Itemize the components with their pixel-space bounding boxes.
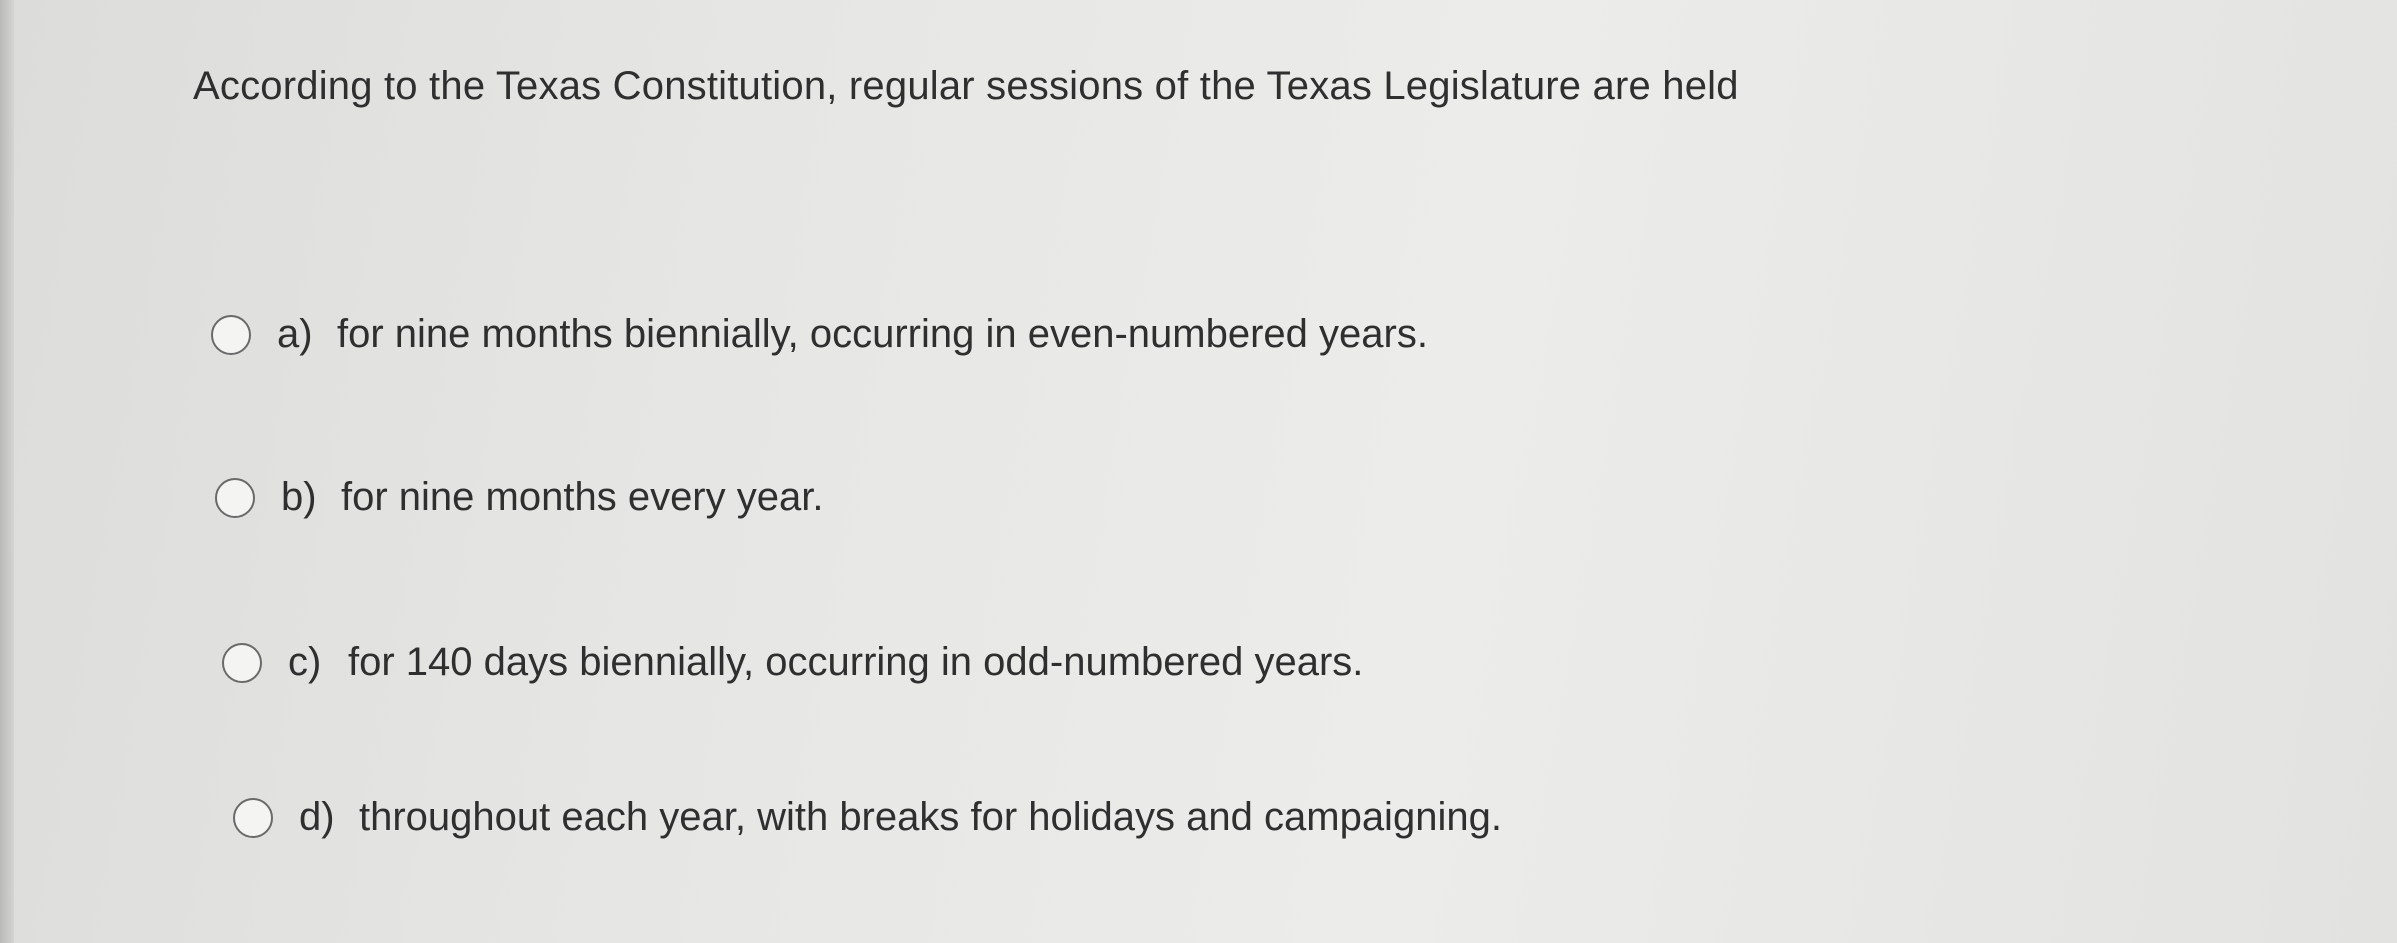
radio-button-c[interactable] — [222, 643, 262, 683]
option-letter-d: d) — [299, 795, 335, 839]
option-label-d[interactable]: throughout each year, with breaks for holidays and campaigning. — [359, 795, 1502, 839]
option-letter-c: c) — [288, 640, 322, 684]
option-c[interactable] — [222, 640, 1363, 685]
radio-button-d[interactable] — [233, 798, 273, 838]
option-b[interactable] — [215, 475, 823, 520]
option-a[interactable] — [211, 312, 1428, 357]
option-letter-a: a) — [277, 312, 313, 356]
radio-button-b[interactable] — [215, 478, 255, 518]
question-prompt: According to the Texas Constitution, regular sessions of the Texas Legislature are held — [193, 64, 1739, 108]
option-d[interactable] — [233, 795, 1502, 840]
option-letter-b: b) — [281, 475, 317, 519]
option-label-c[interactable]: for 140 days biennially, occurring in odd-numbered years. — [348, 640, 1364, 684]
option-label-b[interactable]: for nine months every year. — [341, 475, 824, 519]
option-label-a[interactable]: for nine months biennially, occurring in even-numbered years. — [337, 312, 1428, 356]
radio-button-a[interactable] — [211, 315, 251, 355]
